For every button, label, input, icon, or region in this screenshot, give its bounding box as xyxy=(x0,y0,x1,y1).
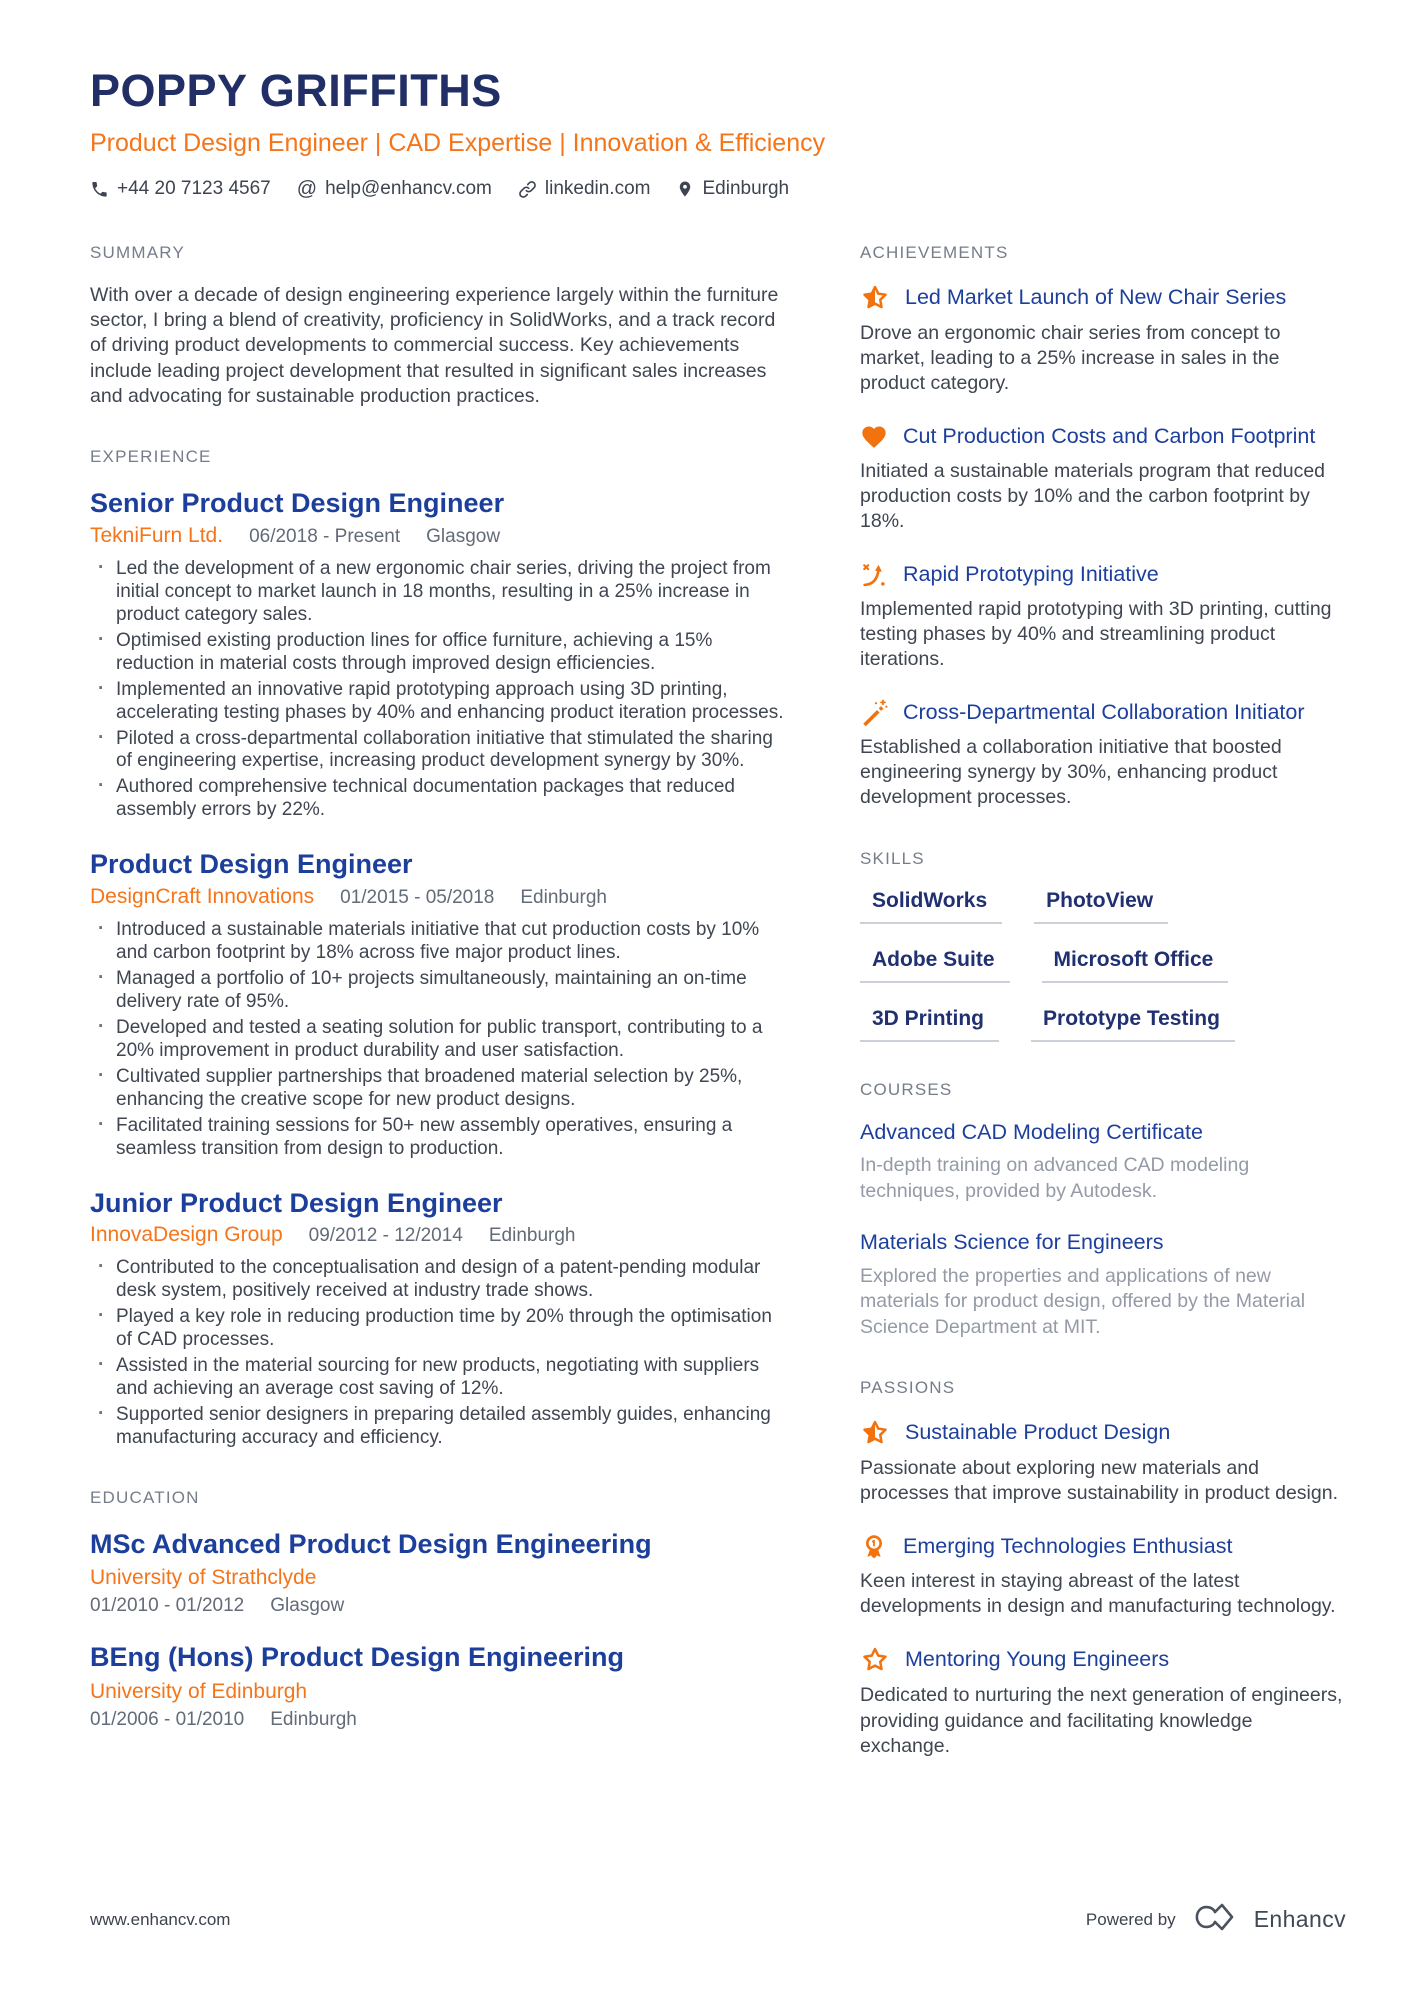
location-text: Edinburgh xyxy=(702,178,790,199)
passion-text: Passionate about exploring new materials and processes that improve sustainability in product design. xyxy=(860,1456,1338,1505)
location-pin-icon xyxy=(676,180,694,198)
footer-site-link[interactable]: www.enhancv.com xyxy=(90,1909,231,1929)
courses-section xyxy=(860,1080,1347,1340)
achievement-item xyxy=(860,283,1347,397)
degree-meta xyxy=(90,1595,785,1617)
degree-school: University of Edinburgh xyxy=(90,1679,308,1703)
passion-text: Dedicated to nurturing the next generation of engineers, providing guidance and facilitating knowledge exchange. xyxy=(860,1684,1343,1757)
job-title: Product Design Engineer xyxy=(90,849,413,880)
star-outline-icon xyxy=(860,1645,890,1675)
course-text: In-depth training on advanced CAD modeling techniques, provided by Autodesk. xyxy=(860,1154,1250,1202)
job-entry xyxy=(90,1187,785,1450)
achievement-item xyxy=(860,423,1347,535)
email-contact[interactable] xyxy=(297,178,492,201)
job-bullets xyxy=(90,1257,785,1450)
achievements-label: ACHIEVEMENTS xyxy=(860,242,1009,262)
course-title: Materials Science for Engineers xyxy=(860,1230,1164,1255)
summary-label: SUMMARY xyxy=(90,242,185,262)
passion-head xyxy=(860,1418,1347,1448)
person-name: POPPY GRIFFITHS xyxy=(90,65,502,116)
achievement-head xyxy=(860,699,1347,727)
bullet: · Supported senior designers in preparing detailed assembly guides, enhancing manufacturing accuracy and efficiency. xyxy=(90,1404,785,1450)
phone-icon xyxy=(90,180,109,199)
passion-item xyxy=(860,1645,1347,1759)
degree-location: Edinburgh xyxy=(270,1708,357,1730)
achievement-text: Drove an ergonomic chair series from concept to market, leading to a 25% increase in sales in the product category. xyxy=(860,321,1281,395)
degree-dates: 01/2006 - 01/2010 xyxy=(90,1708,245,1730)
degree-meta xyxy=(90,1709,785,1731)
passion-head xyxy=(860,1533,1347,1561)
job-dates: 09/2012 - 12/2014 xyxy=(308,1225,463,1247)
education-section xyxy=(90,1488,785,1731)
course-text: Explored the properties and applications of new materials for product design, offered by the Material Science Department at MIT. xyxy=(860,1264,1306,1338)
course-title: Advanced CAD Modeling Certificate xyxy=(860,1119,1203,1144)
heart-icon xyxy=(860,423,888,451)
footer xyxy=(90,1900,1346,1939)
summary-text: With over a decade of design engineering experience largely within the furniture sector, I bring a blend of creativity, proficiency in SolidWorks, and a track record of driving product developments to commercial success. Key achievements include leading project development that resulted in significant sales increases and advocating for sustainable production practices. xyxy=(90,283,779,407)
magic-wand-icon xyxy=(860,699,888,727)
achievement-title: Led Market Launch of New Chair Series xyxy=(905,284,1287,309)
bullet: · Piloted a cross-departmental collaboration initiative that stimulated the sharing of engineering expertise, increasing product development synergy by 30%. xyxy=(90,728,785,774)
email-address[interactable]: help@enhancv.com xyxy=(325,178,492,199)
passion-text: Keen interest in staying abreast of the latest developments in design and manufacturing technology. xyxy=(860,1569,1336,1617)
right-column xyxy=(860,243,1347,1798)
job-location: Glasgow xyxy=(426,525,501,547)
skill-item: 3D Printing xyxy=(860,1007,999,1042)
skills-label: SKILLS xyxy=(860,848,925,868)
columns xyxy=(90,243,1346,1798)
bullet: · Managed a portfolio of 10+ projects simultaneously, maintaining an on-time delivery rate of 95%. xyxy=(90,968,785,1014)
bullet: · Implemented an innovative rapid prototyping approach using 3D printing, accelerating testing phases by 40% and enhancing product iteration processes. xyxy=(90,679,785,725)
achievement-title: Cut Production Costs and Carbon Footprint xyxy=(903,423,1316,448)
skill-item: Prototype Testing xyxy=(1031,1007,1235,1042)
achievement-head xyxy=(860,561,1347,589)
enhancv-logo-icon[interactable] xyxy=(1189,1900,1241,1939)
bullet: · Contributed to the conceptualisation and design of a patent-pending modular desk system, positively received at industry trade shows. xyxy=(90,1257,785,1303)
at-icon: @ xyxy=(296,177,318,200)
job-entry xyxy=(90,487,785,822)
linkedin-url[interactable]: linkedin.com xyxy=(544,178,651,199)
achievement-title: Rapid Prototyping Initiative xyxy=(903,561,1159,586)
phone-number: +44 20 7123 4567 xyxy=(117,178,271,199)
skill-item: SolidWorks xyxy=(860,889,1002,924)
passion-head xyxy=(860,1645,1347,1675)
left-column xyxy=(90,243,785,1798)
job-title: Junior Product Design Engineer xyxy=(90,1187,503,1218)
achievements-section xyxy=(860,243,1347,811)
header xyxy=(90,66,1346,201)
courses-label: COURSES xyxy=(860,1079,953,1099)
trajectory-arrow-icon xyxy=(860,561,888,589)
degree-location: Glasgow xyxy=(270,1595,345,1617)
bullet: · Assisted in the material sourcing for new products, negotiating with suppliers and achieving an average cost saving of 12%. xyxy=(90,1355,785,1401)
job-meta xyxy=(90,1223,785,1247)
bullet: · Cultivated supplier partnerships that broadened material selection by 25%, enhancing the creative scope for new product designs. xyxy=(90,1066,785,1112)
bullet: · Introduced a sustainable materials initiative that cut production costs by 10% and carbon footprint by 18% across five major product lines. xyxy=(90,919,785,965)
half-star-icon xyxy=(860,283,890,313)
job-location: Edinburgh xyxy=(488,1225,576,1247)
job-location: Edinburgh xyxy=(520,886,607,908)
experience-section xyxy=(90,447,785,1450)
medal-icon xyxy=(860,1533,888,1561)
passion-title: Sustainable Product Design xyxy=(905,1420,1171,1445)
achievement-text: Initiated a sustainable materials program that reduced production costs by 10% and the carbon footprint by 18%. xyxy=(860,459,1326,533)
phone-contact xyxy=(90,178,271,200)
job-company: TekniFurn Ltd. xyxy=(90,523,224,547)
powered-by xyxy=(1086,1900,1346,1939)
job-entry xyxy=(90,848,785,1160)
bullet: · Optimised existing production lines for office furniture, achieving a 15% reduction in material costs through improved design efficiencies. xyxy=(90,630,785,676)
job-title: Senior Product Design Engineer xyxy=(90,488,505,519)
skill-item: PhotoView xyxy=(1034,889,1168,924)
passion-title: Mentoring Young Engineers xyxy=(905,1647,1170,1672)
passion-title: Emerging Technologies Enthusiast xyxy=(903,1533,1233,1558)
headline: Product Design Engineer | CAD Expertise | Innovation & Efficiency xyxy=(90,128,826,157)
achievement-head xyxy=(860,423,1347,451)
bullet: · Played a key role in reducing production time by 20% through the optimisation of CAD processes. xyxy=(90,1306,785,1352)
skill-item: Adobe Suite xyxy=(860,948,1010,983)
achievement-item xyxy=(860,699,1347,811)
bullet: · Authored comprehensive technical documentation packages that reduced assembly errors by 22%. xyxy=(90,776,785,822)
achievement-item xyxy=(860,561,1347,673)
bullet: · Led the development of a new ergonomic chair series, driving the project from initial concept to market launch in 18 months, resulting in a 25% increase in product category sales. xyxy=(90,558,785,627)
link-icon xyxy=(518,180,537,199)
job-meta xyxy=(90,885,785,909)
job-bullets xyxy=(90,558,785,823)
degree-title: MSc Advanced Product Design Engineering xyxy=(90,1528,652,1559)
degree-entry xyxy=(90,1641,785,1730)
achievement-title: Cross-Departmental Collaboration Initiator xyxy=(903,699,1305,724)
degree-dates: 01/2010 - 01/2012 xyxy=(90,1595,245,1617)
skill-item: Microsoft Office xyxy=(1042,948,1229,983)
contact-row xyxy=(90,178,1346,201)
degree-title: BEng (Hons) Product Design Engineering xyxy=(90,1642,625,1673)
achievement-head xyxy=(860,283,1347,313)
course-item xyxy=(860,1120,1347,1204)
job-company: DesignCraft Innovations xyxy=(90,884,315,908)
passions-section xyxy=(860,1378,1347,1759)
education-label: EDUCATION xyxy=(90,1487,200,1507)
course-item xyxy=(860,1230,1347,1340)
passion-item xyxy=(860,1418,1347,1507)
experience-label: EXPERIENCE xyxy=(90,447,212,467)
summary-section xyxy=(90,243,785,410)
skills-section xyxy=(860,849,1347,1042)
powered-by-label: Powered by xyxy=(1085,1909,1176,1929)
bullet: · Facilitated training sessions for 50+ new assembly operatives, ensuring a seamless transition from design to production. xyxy=(90,1115,785,1161)
degree-school: University of Strathclyde xyxy=(90,1566,317,1590)
bullet: · Developed and tested a seating solution for public transport, contributing to a 20% improvement in product durability and user satisfaction. xyxy=(90,1017,785,1063)
achievement-text: Implemented rapid prototyping with 3D printing, cutting testing phases by 40% and streamlining product iterations. xyxy=(860,597,1332,671)
linkedin-contact[interactable] xyxy=(518,178,651,200)
passion-item xyxy=(860,1533,1347,1620)
skills-list xyxy=(860,889,1347,1042)
passions-label: PASSIONS xyxy=(860,1377,956,1397)
half-star-icon xyxy=(860,1418,890,1448)
job-meta xyxy=(90,524,785,548)
job-bullets xyxy=(90,919,785,1161)
brand-name[interactable]: Enhancv xyxy=(1253,1906,1346,1932)
location-contact xyxy=(676,178,789,200)
achievement-text: Established a collaboration initiative that boosted engineering synergy by 30%, enhancing product development processes. xyxy=(860,735,1282,809)
job-dates: 01/2015 - 05/2018 xyxy=(340,886,495,908)
degree-entry xyxy=(90,1528,785,1617)
job-company: InnovaDesign Group xyxy=(90,1223,283,1247)
job-dates: 06/2018 - Present xyxy=(249,525,401,547)
